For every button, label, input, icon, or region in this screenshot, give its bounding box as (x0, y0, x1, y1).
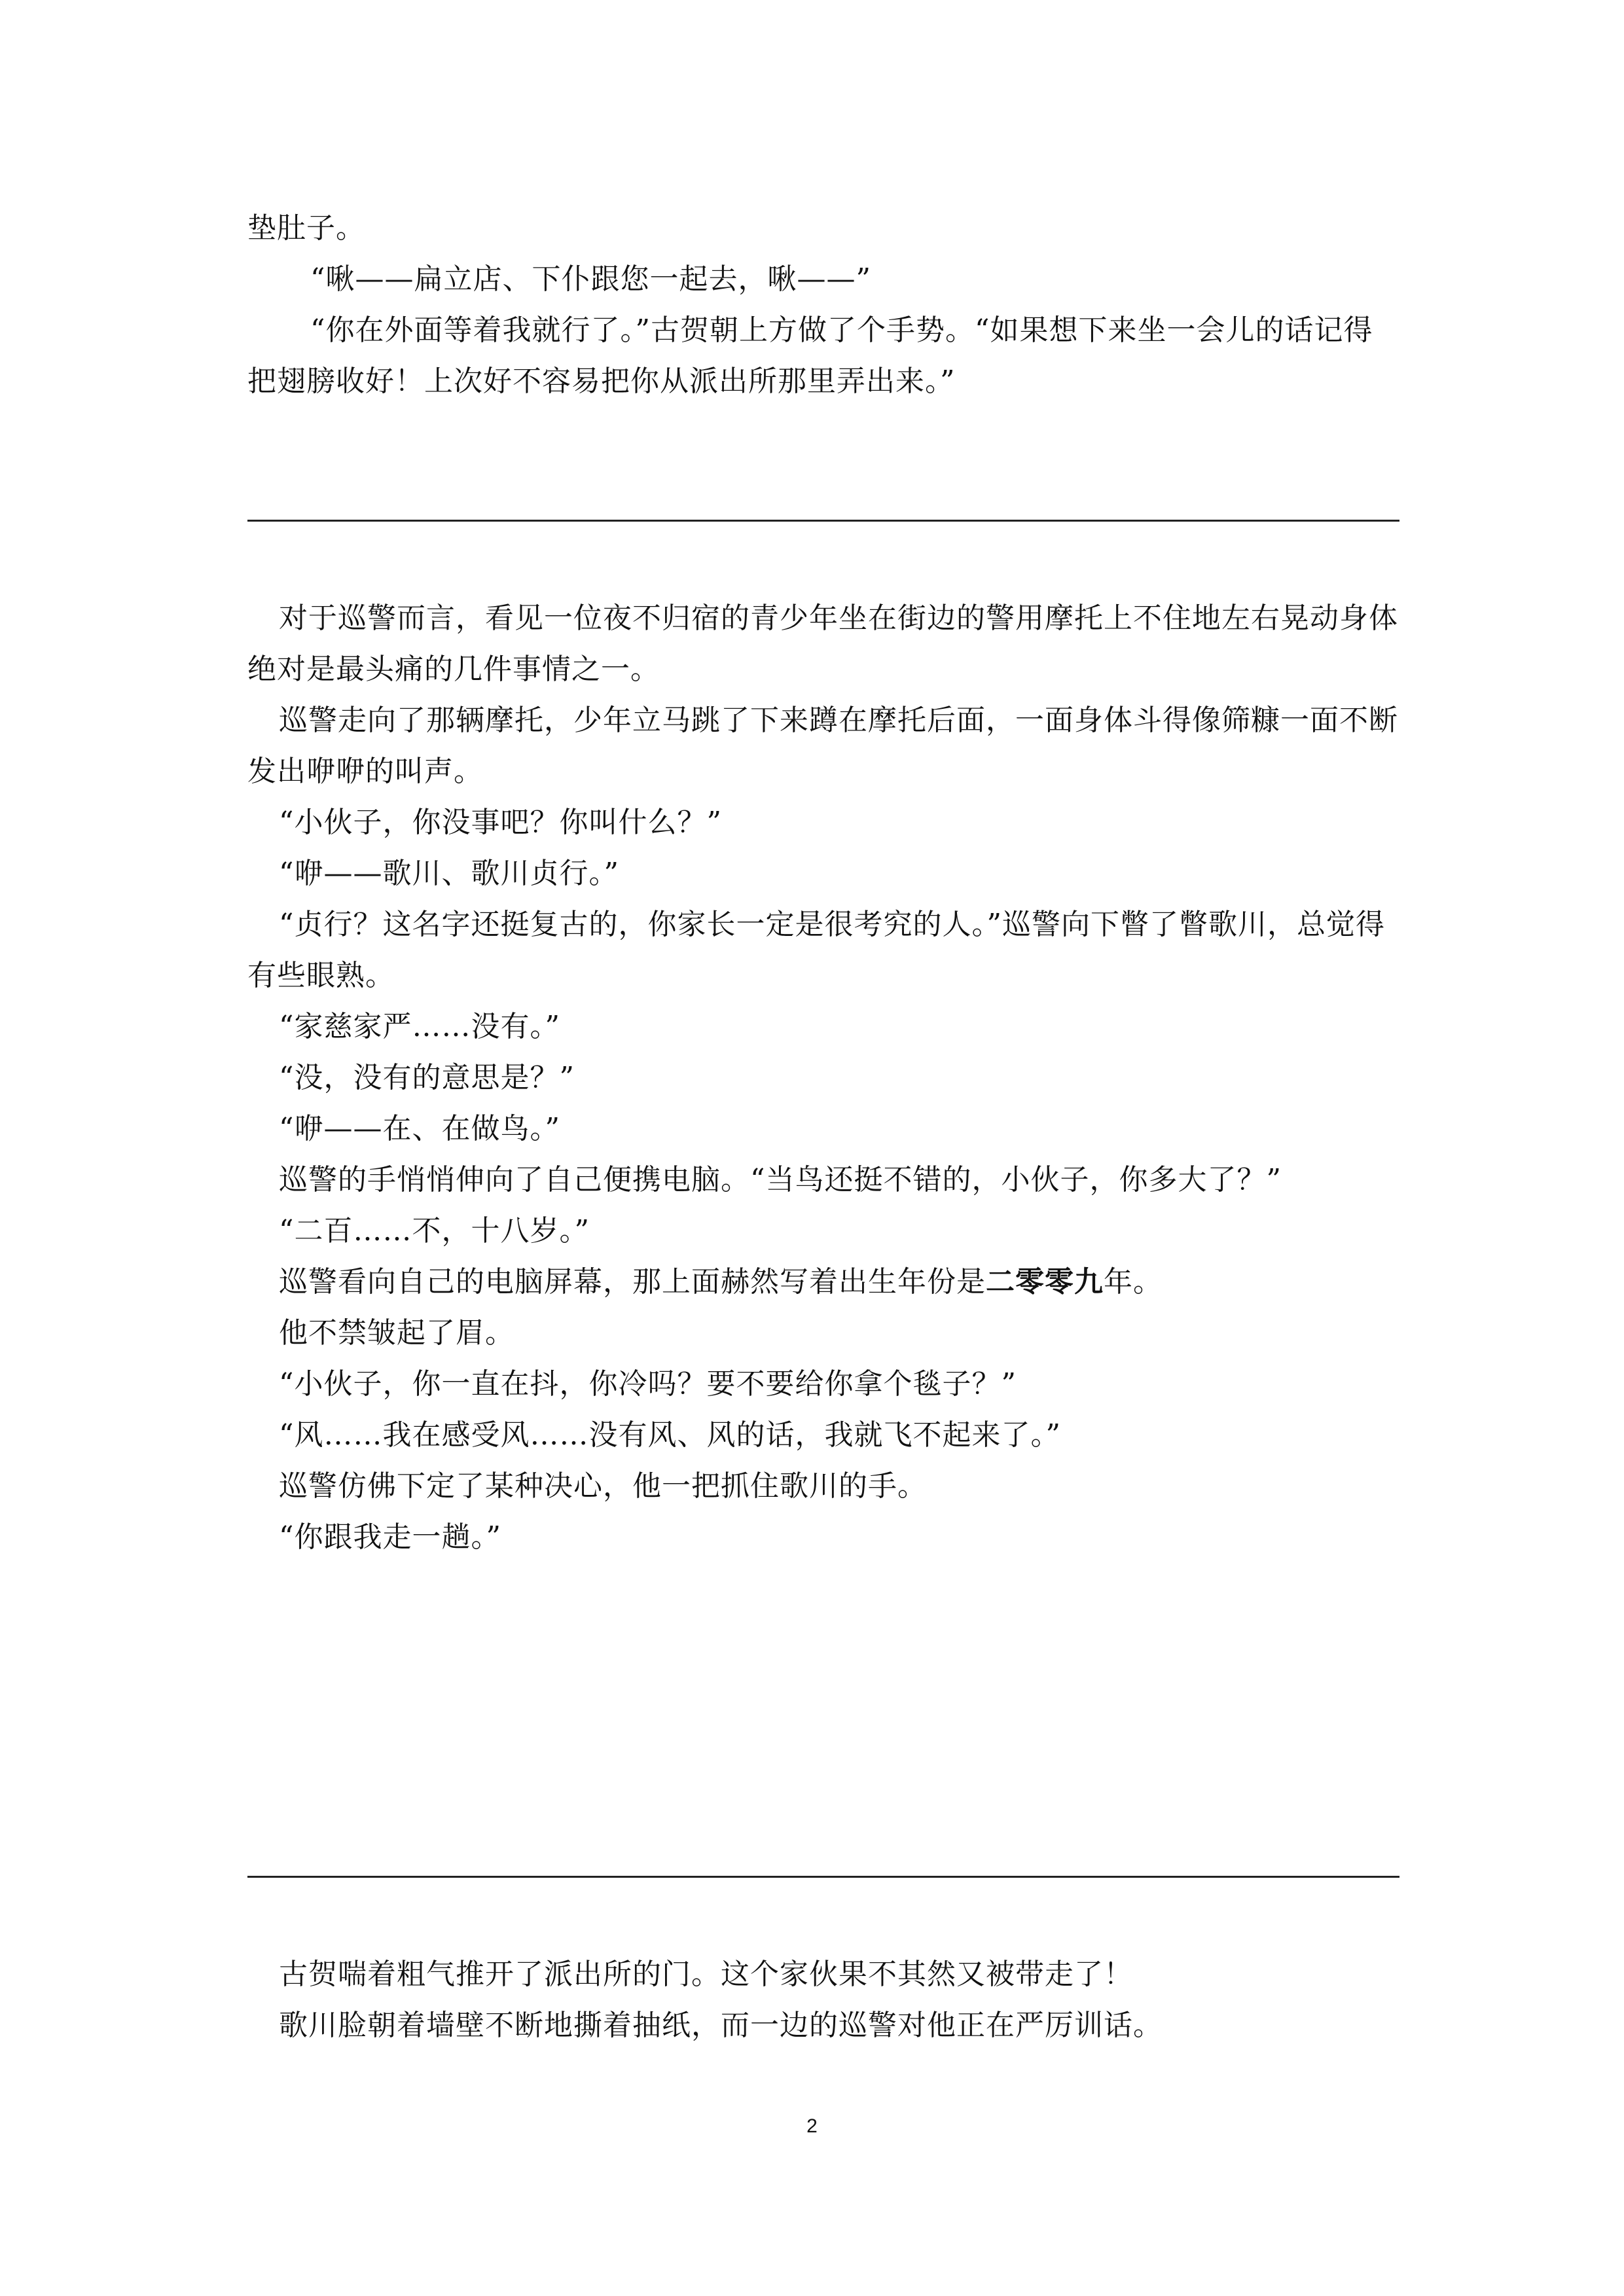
paragraph: “啾——扁立店、下仆跟您一起去，啾——” (310, 262, 871, 296)
paragraph: “二百……不，十八岁。” (279, 1214, 590, 1247)
birth-line-suffix: 年。 (1104, 1265, 1163, 1299)
paragraph: “风……我在感受风……没有风、风的话，我就飞不起来了。” (279, 1418, 1061, 1452)
paragraph: 他不禁皱起了眉。 (279, 1316, 514, 1350)
paragraph: “贞行？这名字还挺复古的，你家长一定是很考究的人。”巡警向下瞥了瞥歌川，总觉得有些眼熟。 (247, 908, 1385, 992)
paragraph-birth-year (247, 1257, 1399, 1308)
paragraph: “没，没有的意思是？” (279, 1061, 575, 1094)
section-3 (247, 1949, 1399, 2051)
paragraph: “你跟我走一趟。” (279, 1520, 501, 1554)
section-1 (247, 203, 1399, 407)
paragraph: 对于巡警而言，看见一位夜不归宿的青少年坐在街边的警用摩托上不住地左右晃动身体绝对是最头痛的几件事情之一。 (247, 601, 1398, 686)
paragraph: 巡警仿佛下定了某种决心，他一把抓住歌川的手。 (279, 1469, 927, 1503)
section-2 (247, 593, 1399, 1563)
paragraph: “咿——歌川、歌川贞行。” (279, 857, 619, 890)
paragraph: “小伙子，你没事吧？你叫什么？” (279, 806, 722, 839)
paragraph: “咿——在、在做鸟。” (279, 1112, 560, 1145)
paragraph: 古贺喘着粗气推开了派出所的门。这个家伙果不其然又被带走了！ (279, 1958, 1133, 1991)
page-number: 2 (806, 2115, 818, 2137)
section-divider (247, 520, 1399, 522)
paragraph: “家慈家严……没有。” (279, 1010, 560, 1043)
paragraph: “你在外面等着我就行了。”古贺朝上方做了个手势。“如果想下来坐一会儿的话记得把翅膀收好！上次好不容易把你从派出所那里弄出来。” (247, 314, 1373, 398)
paragraph: 垫肚子。 (247, 211, 365, 245)
paragraph: 巡警走向了那辆摩托，少年立马跳了下来蹲在摩托后面，一面身体斗得像筛糠一面不断发出咿咿的叫声。 (247, 704, 1398, 788)
birth-line-prefix: 巡警看向自己的电脑屏幕，那上面赫然写着出生年份是 (279, 1265, 986, 1299)
paragraph: 巡警的手悄悄伸向了自己便携电脑。“当鸟还挺不错的，小伙子，你多大了？” (279, 1163, 1282, 1196)
birth-year-bold: 二零零九 (986, 1265, 1104, 1299)
paragraph: 歌川脸朝着墙壁不断地撕着抽纸，而一边的巡警对他正在严厉训话。 (279, 2009, 1163, 2042)
paragraph: “小伙子，你一直在抖，你冷吗？要不要给你拿个毯子？” (279, 1367, 1017, 1401)
section-divider (247, 1876, 1399, 1878)
